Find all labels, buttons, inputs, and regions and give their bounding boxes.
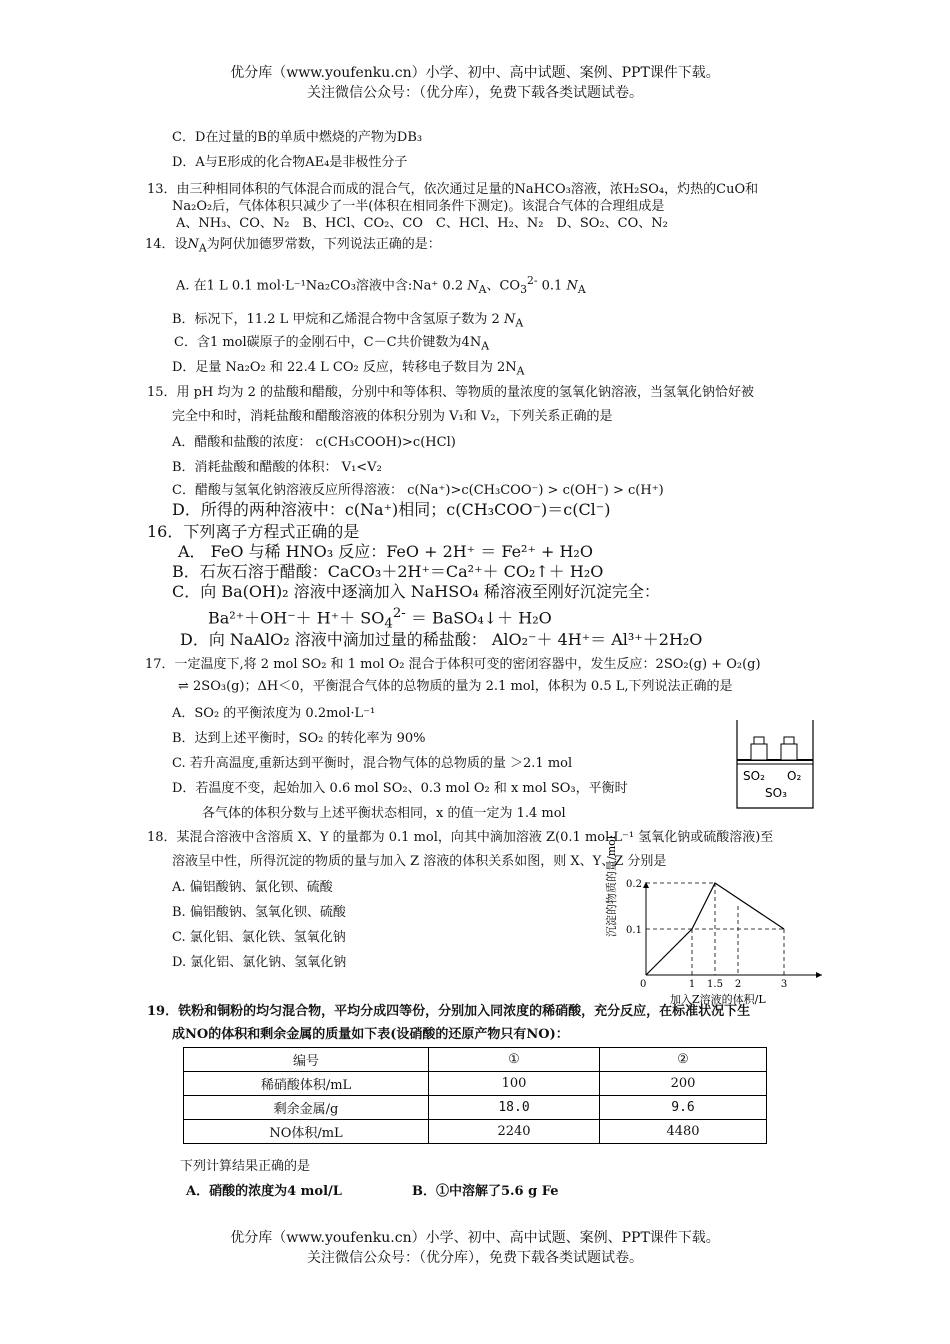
q17-option-a: A．SO₂ 的平衡浓度为 0.2mol·L⁻¹ (172, 706, 376, 721)
q17-option-d-cont: 各气体的体积分数与上述平衡状态相同，x 的值一定为 1.4 mol (202, 806, 566, 821)
footer-line-2: 关注微信公众号：（优分库），免费下载各类试题试卷。 (307, 1250, 643, 1266)
q16-option-a: A． FeO 与稀 HNO₃ 反应：FeO + 2H⁺ ＝ Fe²⁺ + H₂O (178, 542, 593, 561)
q19-option-b: B．①中溶解了5.6 g Fe (412, 1184, 559, 1199)
origin-label: 0 (640, 979, 647, 990)
q16-option-c-equation: $Ba^{2+}+OH^-+ H^++ SO_4^{2-}$ ＝ BaSO₄↓＋ H₂O (208, 606, 552, 632)
q19-table (183, 1047, 767, 1144)
q18-stem-2: 溶液呈中性，所得沉淀的物质的量与加入 Z 溶液的体积关系如图，则 X、Y、Z 分别是 (172, 854, 667, 869)
q13-options: A、NH₃、CO、N₂ B、HCl、CO₂、CO C、HCl、H₂、N₂ D、SO₂、CO、N₂ (176, 216, 668, 231)
label-so3: SO₃ (765, 786, 787, 800)
precipitate-chart (605, 835, 830, 1008)
container-figure (735, 718, 815, 810)
q15-stem-2: 完全中和时，消耗盐酸和醋酸溶液的体积分别为 V₁和 V₂，下列关系正确的是 (172, 409, 613, 424)
table-cell: 9.6 (600, 1096, 767, 1120)
x-tick-label: 3 (780, 979, 788, 990)
footer-line-1: 优分库（www.youfenku.cn）小学、初中、高中试题、案例、PPT课件下载。 (230, 1230, 720, 1246)
q14-option-a: A. 在1 L 0.1 mol·L⁻¹Na₂CO₃溶液中含:Na⁺ 0.2 $N_A$、$CO_3^{2-}$ 0.1 $N_A$ (176, 274, 586, 296)
label-so2: SO₂ (743, 769, 765, 783)
q15-stem-1: 15．用 pH 均为 2 的盐酸和醋酸，分别中和等体积、等物质的量浓度的氢氧化钠溶液，当氢氧化钠恰好被 (147, 385, 755, 400)
table-cell: 4480 (600, 1120, 767, 1144)
table-header: ② (600, 1048, 767, 1072)
q15-option-b: B．消耗盐酸和醋酸的体积： V₁<V₂ (172, 460, 382, 475)
table-header: 编号 (184, 1048, 429, 1072)
q12-option-d: D．A与E形成的化合物AE₄是非极性分子 (172, 155, 408, 170)
x-tick-label: 2 (734, 979, 742, 990)
q17-option-c: C. 若升高温度,重新达到平衡时，混合物气体的总物质的量 ＞2.1 mol (172, 756, 573, 771)
q12-option-c: C．D在过量的B的单质中燃烧的产物为DB₃ (172, 130, 423, 145)
q16-stem: 16．下列离子方程式正确的是 (147, 522, 360, 541)
q17-stem-2: ⇌ 2SO₃(g)；ΔH＜0，平衡混合气体的总物质的量为 2.1 mol，体积为 0.5 L,下列说法正确的是 (178, 679, 733, 694)
table-header-row (184, 1048, 767, 1072)
q18-option-d: D. 氯化铝、氯化钠、氢氧化钠 (172, 955, 347, 970)
table-cell: 2240 (429, 1120, 600, 1144)
q15-option-a: A．醋酸和盐酸的浓度： c(CH₃COOH)>c(HCl) (172, 435, 456, 450)
q13-stem-2: Na₂O₂后，气体体积只减少了一半(体积在相同条件下测定)。该混合气体的合理组成是 (172, 199, 665, 214)
table-cell: NO体积/mL (184, 1120, 429, 1144)
q18-option-b: B. 偏铝酸钠、氢氧化钡、硫酸 (172, 905, 346, 920)
table-cell: 18.0 (429, 1096, 600, 1120)
table-cell: 剩余金属/g (184, 1096, 429, 1120)
q17-stem-1: 17．一定温度下,将 2 mol SO₂ 和 1 mol O₂ 混合于体积可变的密闭容器中，发生反应：2SO₂(g) + O₂(g) (145, 657, 761, 672)
table-cell: 稀硝酸体积/mL (184, 1072, 429, 1096)
header-line-2: 关注微信公众号：（优分库），免费下载各类试题试卷。 (307, 85, 643, 101)
x-tick-label: 1 (688, 979, 696, 990)
table-row (184, 1072, 767, 1096)
q15-option-c: C．醋酸与氢氧化钠溶液反应所得溶液： c(Na⁺)>c(CH₃COO⁻) > c(OH⁻) > c(H⁺) (172, 483, 664, 498)
q19-option-a: A．硝酸的浓度为4 mol/L (186, 1184, 342, 1199)
q16-option-d: D．向 NaAlO₂ 溶液中滴加过量的稀盐酸： AlO₂⁻＋ 4H⁺＝ Al³⁺＋2H₂O (180, 630, 703, 649)
q19-prompt: 下列计算结果正确的是 (180, 1159, 311, 1174)
q19-stem-2: 成NO的体积和剩余金属的质量如下表(设硝酸的还原产物只有NO)： (172, 1027, 569, 1042)
q17-option-b: B．达到上述平衡时，SO₂ 的转化率为 90% (172, 731, 426, 746)
x-tick-label: 1.5 (707, 979, 723, 990)
table-row (184, 1096, 767, 1120)
label-o2: O₂ (787, 769, 802, 783)
q18-option-c: C. 氯化铝、氯化铁、氢氧化钠 (172, 930, 346, 945)
table-cell: 200 (600, 1072, 767, 1096)
q15-option-d: D．所得的两种溶液中：c(Na⁺)相同；c(CH₃COO⁻)＝c(Cl⁻) (172, 500, 611, 519)
q13-stem-1: 13．由三种相同体积的气体混合而成的混合气，依次通过足量的NaHCO₃溶液，浓H₂SO₄，灼热的CuO和 (147, 182, 759, 197)
q18-option-a: A. 偏铝酸钠、氯化钡、硫酸 (172, 880, 333, 895)
y-tick-label: 0.2 (626, 879, 642, 890)
table-row (184, 1120, 767, 1144)
x-axis-label: 加入Z溶液的体积/L (670, 993, 766, 1006)
q14-option-d: D．足量 Na₂O₂ 和 22.4 L CO₂ 反应，转移电子数目为 $2N_A$ (172, 360, 525, 378)
q16-option-b: B．石灰石溶于醋酸：CaCO₃＋2H⁺＝Ca²⁺＋ CO₂↑＋ H₂O (172, 562, 604, 581)
y-axis-label: 沉淀的物质的量/mol (605, 835, 618, 937)
q14-option-b: B．标况下，11.2 L 甲烷和乙烯混合物中含氢原子数为 2 $N_A$ (172, 312, 524, 330)
q18-stem-1: 18．某混合溶液中含溶质 X、Y 的量都为 0.1 mol，向其中滴加溶液 Z(0.1 mol·L⁻¹ 氢氧化钠或硫酸溶液)至 (147, 830, 774, 845)
table-cell: 100 (429, 1072, 600, 1096)
q19-stem-1: 19．铁粉和铜粉的均匀混合物，平均分成四等份，分别加入同浓度的稀硝酸，充分反应，在标准状况下生 (147, 1004, 751, 1019)
q14-stem: 14．设$N_A$为阿伏加德罗常数，下列说法正确的是： (145, 237, 441, 255)
y-tick-label: 0.1 (626, 925, 642, 936)
q14-option-c: C．含1 mol碳原子的金刚石中，C－C共价键数为$4N_A$ (174, 335, 490, 353)
q16-option-c: C．向 Ba(OH)₂ 溶液中逐滴加入 NaHSO₄ 稀溶液至刚好沉淀完全： (172, 582, 660, 601)
q17-option-d: D．若温度不变，起始加入 0.6 mol SO₂、0.3 mol O₂ 和 x mol SO₃，平衡时 (172, 781, 628, 796)
header-line-1: 优分库（www.youfenku.cn）小学、初中、高中试题、案例、PPT课件下载。 (230, 65, 720, 81)
table-header: ① (429, 1048, 600, 1072)
